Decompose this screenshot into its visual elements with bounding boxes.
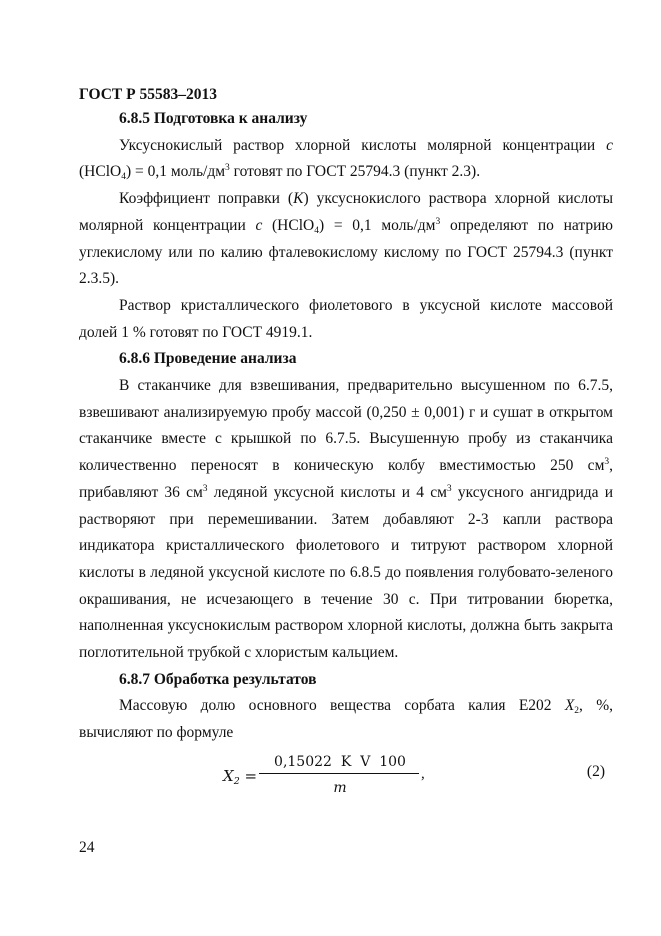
formula-comma: , bbox=[421, 765, 425, 782]
equation-number: (2) bbox=[586, 762, 605, 780]
paragraph: В стаканчике для взвешивания, предварительно высушенном по 6.7.5, взвешивают анализируемую пробу массой (0,250 ± 0,001) г и сушат в открытом стаканчике вместе с крышкой по 6.7.5. Высушенную пробу из стаканчика количественно переносят в коническую колбу вместимостью 250 $см^3$, прибавляют 36 $см^3$ ледяной уксусной кислоты и 4 $см^3$ уксусного ангидрида и растворяют при перемешивании. Затем добавляют 2-3 капли раствора индикатора кристаллического фиолетового и титруют раствором хлорной кислоты в ледяной уксусной кислоте по 6.8.5 до появления голубовато-зеленого окрашивания, не исчезающего в течение 30 с. При титровании бюретка, наполненная уксуснокислым раствором хлорной кислоты, должна быть закрыта поглотительной трубкой с хлористым кальцием. bbox=[79, 377, 613, 662]
paragraph: Коэффициент поправки (K) уксуснокислого раствора хлорной кислоты молярной концентрации c (HClO$_4$) = 0,1 моль/$дм^3$ определяют по натрию углекислому или по калию фталевокислому кислому по ГОСТ 25794.3 (пункт 2.3.5). bbox=[79, 190, 613, 288]
document-header: ГОСТ Р 55583–2013 bbox=[79, 86, 217, 103]
formula-numerator: 0,15022 K V 100 bbox=[274, 753, 406, 770]
document-body bbox=[79, 106, 613, 799]
fraction-line bbox=[259, 773, 419, 774]
section-heading-6-8-5: 6.8.5 Подготовка к анализу bbox=[119, 110, 308, 127]
page-number: 24 bbox=[79, 839, 95, 856]
paragraph: Массовую долю основного вещества сорбата калия E202 $X_2$, %, вычисляют по формуле bbox=[79, 697, 613, 742]
formula-2 bbox=[79, 749, 613, 799]
formula-expression bbox=[223, 749, 473, 799]
paragraph: Раствор кристаллического фиолетового в уксусной кислоте массовой долей 1 % готовят по ГОСТ 4919.1. bbox=[79, 296, 613, 341]
formula-denominator: m bbox=[333, 779, 347, 796]
section-heading-6-8-7: 6.8.7 Обработка результатов bbox=[119, 670, 317, 688]
section-heading-6-8-6: 6.8.6 Проведение анализа bbox=[119, 350, 297, 368]
formula-lhs: $X_2$ = bbox=[223, 766, 258, 787]
paragraph: Уксуснокислый раствор хлорной кислоты молярной концентрации c (HClO$_4$) = 0,1 моль/$дм^3$ готовят по ГОСТ 25794.3 (пункт 2.3). bbox=[79, 136, 613, 183]
